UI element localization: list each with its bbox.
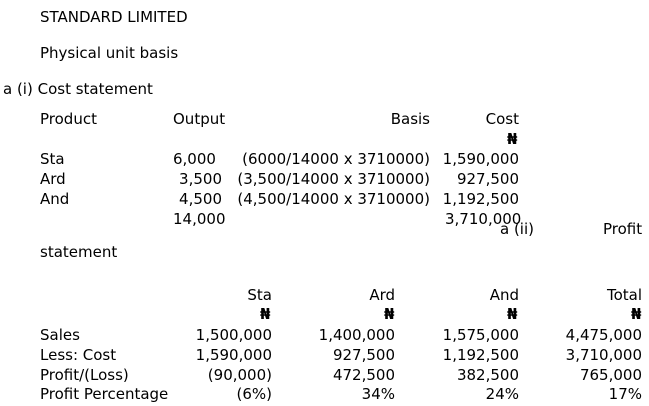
cost-row-product: Sta [40, 150, 65, 168]
profit-row-value-total: 4,475,000 [565, 326, 642, 344]
profit-row-value-sta: (90,000) [207, 366, 272, 384]
document-title: STANDARD LIMITED [40, 8, 188, 26]
header-basis: Basis [390, 110, 430, 128]
header-cost: Cost [485, 110, 519, 128]
profit-row-label: Profit Percentage [40, 385, 169, 403]
currency-symbol-and: ₦ [507, 305, 518, 323]
profit-row-label: Profit/(Loss) [40, 366, 129, 384]
cost-row-product: And [40, 190, 70, 208]
cost-row-basis: (6000/14000 x 3710000) [242, 150, 430, 168]
cost-row-basis: (4,500/14000 x 3710000) [237, 190, 430, 208]
cost-row-product: Ard [40, 170, 66, 188]
profit-row-value-sta: 1,590,000 [195, 346, 272, 364]
total-output: 14,000 [173, 210, 226, 228]
cost-row-basis: (3,500/14000 x 3710000) [237, 170, 430, 188]
profit-row-value-sta: 1,500,000 [195, 326, 272, 344]
profit-row-value-and: 24% [485, 385, 519, 403]
profit-row-value-ard: 34% [361, 385, 395, 403]
profit-statement-heading-part1: a (ii) [500, 220, 534, 238]
cost-row-output: 3,500 [179, 170, 222, 188]
profit-row-label: Less: Cost [40, 346, 117, 364]
profit-row-value-total: 3,710,000 [565, 346, 642, 364]
profit-row-label: Sales [40, 326, 80, 344]
column-header-ard: Ard [369, 286, 395, 304]
header-output: Output [173, 110, 226, 128]
column-header-and: And [489, 286, 519, 304]
profit-row-value-ard: 472,500 [332, 366, 395, 384]
header-product: Product [40, 110, 97, 128]
column-header-sta: Sta [247, 286, 272, 304]
currency-symbol-sta: ₦ [260, 305, 271, 323]
document-subtitle: Physical unit basis [40, 44, 179, 62]
cost-statement-heading: a (i) Cost statement [3, 80, 153, 98]
profit-row-value-total: 765,000 [579, 366, 642, 384]
profit-row-value-total: 17% [608, 385, 642, 403]
currency-symbol-total: ₦ [631, 305, 642, 323]
profit-row-value-and: 1,192,500 [442, 346, 519, 364]
currency-symbol-ard: ₦ [384, 305, 395, 323]
profit-row-value-and: 382,500 [456, 366, 519, 384]
cost-row-cost: 1,590,000 [442, 150, 519, 168]
profit-row-value-and: 1,575,000 [442, 326, 519, 344]
column-header-total: Total [606, 286, 642, 304]
cost-row-cost: 927,500 [456, 170, 519, 188]
cost-row-cost: 1,192,500 [442, 190, 519, 208]
profit-row-value-sta: (6%) [236, 385, 272, 403]
profit-row-value-ard: 1,400,000 [318, 326, 395, 344]
profit-row-value-ard: 927,500 [332, 346, 395, 364]
total-cost: 3,710,000 [445, 210, 522, 228]
cost-currency-symbol: ₦ [507, 130, 518, 148]
cost-row-output: 6,000 [173, 150, 216, 168]
profit-statement-heading-part2: Profit [603, 220, 643, 238]
profit-statement-heading-part3: statement [40, 243, 118, 261]
cost-row-output: 4,500 [179, 190, 222, 208]
